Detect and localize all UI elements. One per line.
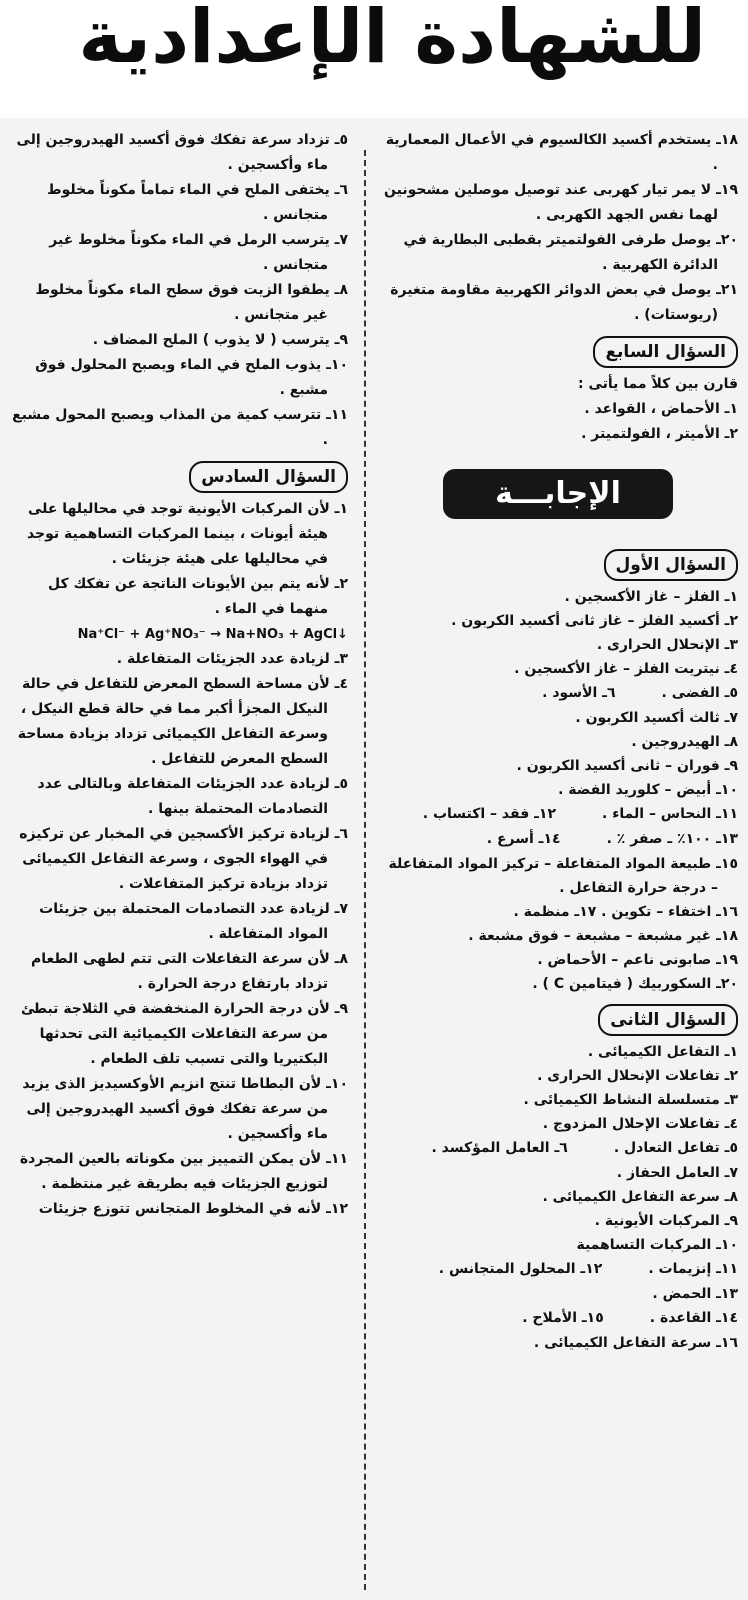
list-item: ٧ـ العامل الحفاز .: [616, 1165, 738, 1181]
list-item: ٢ـ لأنه يتم بين الأيونات الناتجة عن تفكك كل منهما في الماء .: [47, 576, 348, 617]
list-item: ٦ـ الأسود .: [542, 685, 616, 701]
answer-pair: [378, 1257, 738, 1282]
list-item: ١ـ لأن المركبات الأيونية توجد في محاليلها على هيئة أيونات ، بينما المركبات التساهمية توجد في محاليلها على هيئة جزيئات .: [26, 501, 348, 567]
list-item: ٨ـ الهيدروجين .: [631, 734, 738, 750]
answer-pair: [378, 681, 738, 706]
list-item: ٩ـ المركبات الأيونية .: [594, 1213, 738, 1229]
section-heading-q2: السؤال الثانى: [598, 1004, 738, 1036]
answer-title-box: الإجابـــة: [443, 469, 673, 519]
list-item: ٦ـ العامل المؤكسد .: [431, 1140, 568, 1156]
answer-pair: [378, 802, 738, 827]
list-item: ٧ـ لزيادة عدد التصادمات المحتملة بين جزيئات المواد المتفاعلة .: [39, 901, 348, 942]
list-item: ١١ـ تترسب كمية من المذاب ويصبح المحول مشبع .: [12, 407, 348, 448]
list-item: ٥ـ لزيادة عدد الجزيئات المتفاعلة وبالتالى عدد التصادمات المحتملة بينها .: [37, 776, 348, 817]
list-item: ١٤ـ أسرع .: [486, 831, 561, 847]
list-item: ١٢ـ فقد – اكتساب .: [422, 806, 557, 822]
list-item: ٤ـ نيتريت الفلز – غاز الأكسجين .: [514, 661, 738, 677]
list-item: ٦ـ يختفى الملح في الماء تماماً مكوناً مخلوط متجانس .: [47, 182, 348, 223]
q7-prompt: قارن بين كلاً مما يأتى :: [578, 376, 738, 392]
list-item: ١٠ـ المركبات التساهمية: [576, 1237, 738, 1253]
answer-pair: [378, 827, 738, 852]
list-item: ٢ـ أكسيد الفلز – غاز ثانى أكسيد الكربون .: [451, 613, 738, 629]
list-item: ٣ـ الإنحلال الحرارى .: [596, 637, 738, 653]
list-item: ١٦ـ سرعة التفاعل الكيميائى .: [533, 1335, 738, 1351]
list-item: ٢ـ تفاعلات الإنحلال الحرارى .: [537, 1068, 738, 1084]
banner-title: للشهادة الإعدادية: [78, 0, 706, 80]
right-column: [378, 128, 738, 1600]
list-item: ٩ـ لأن درجة الحرارة المنخفضة في الثلاجة تبطئ من سرعة التفاعلات الكيميائية التى تحدثها البكتيريا والتى تسبب تلف الطعام .: [21, 1001, 348, 1067]
list-item: ٢١ـ يوصل في بعض الدوائر الكهربية مقاومة متغيرة (ريوستات) .: [390, 282, 738, 323]
list-item: ٨ـ لأن سرعة التفاعلات التى تتم لطهى الطعام تزداد بارتفاع درجة الحرارة .: [30, 951, 348, 992]
list-item: ٣ـ لزيادة عدد الجزيئات المتفاعلة .: [116, 651, 348, 667]
list-item: ١٢ـ المحلول المتجانس .: [438, 1261, 603, 1277]
list-item: ١٨ـ غير مشبعة – مشبعة – فوق مشبعة .: [468, 928, 738, 944]
list-item: ١٦ـ اختفاء – تكوين . ١٧ـ منظمة .: [513, 904, 738, 920]
list-item: ٥ـ تفاعل التعادل .: [613, 1140, 738, 1156]
list-item: ٤ـ لأن مساحة السطح المعرض للتفاعل في حالة النيكل المجزأ أكبر مما في حالة قطع النيكل ، وسرعة التفاعل الكيميائى تزداد بزيادة مساحة السطح المعرض للتفاعل .: [17, 676, 348, 767]
list-item: ٧ـ ثالث أكسيد الكربون .: [575, 710, 738, 726]
list-item: ١١ـ لأن يمكن التمييز بين مكوناته بالعين المجردة لتوزيع الجزيئات فيه بطريقة غير منتظمة .: [19, 1151, 348, 1192]
list-item: ٨ـ سرعة التفاعل الكيميائى .: [542, 1189, 738, 1205]
list-item: ٢٠ـ يوصل طرفى الفولتميتر بقطبى البطارية في الدائرة الكهربية .: [403, 232, 738, 273]
list-item: ٥ـ تزداد سرعة تفكك فوق أكسيد الهيدروجين إلى ماء وأكسجين .: [16, 132, 348, 173]
list-item: ١٩ـ صابونى ناعم – الأحماض .: [537, 952, 738, 968]
list-item: ١٢ـ لأنه في المخلوط المتجانس تتوزع جزيئات: [38, 1201, 348, 1217]
list-item: ١٠ـ لأن البطاطا تنتج انزيم الأوكسيديز الذى يزيد من سرعة تفكك فوق أكسيد الهيدروجين إلى ماء وأكسجين .: [22, 1076, 348, 1142]
answer-pair: [378, 1306, 738, 1331]
list-item: ١٠ـ أبيض – كلوريد الفضة .: [558, 782, 738, 798]
list-item: ٦ـ لزيادة تركيز الأكسجين في المخبار عن تركيزه في الهواء الجوى ، وسرعة التفاعل الكيميائى تزداد بزيادة تركيز المتفاعلات .: [19, 826, 348, 892]
list-item: ١٩ـ لا يمر تيار كهربى عند توصيل موصلين مشحونين لهما نفس الجهد الكهربى .: [384, 182, 738, 223]
list-item: ٥ـ الفضى .: [661, 685, 738, 701]
list-item: ١ـ الأحماض ، القواعد .: [584, 401, 738, 417]
list-item: ١٤ـ القاعدة .: [649, 1310, 738, 1326]
list-item: ١٨ـ يستخدم أكسيد الكالسيوم في الأعمال المعمارية .: [385, 132, 738, 173]
list-item: ٩ـ يترسب ( لا يذوب ) الملح المضاف .: [92, 332, 348, 348]
section-heading-q7: السؤال السابع: [593, 336, 738, 368]
left-column: [10, 128, 348, 1600]
list-item: ١ـ التفاعل الكيميائى .: [587, 1044, 738, 1060]
list-item: ١٥ـ طبيعة المواد المتفاعلة – تركيز المواد المتفاعلة – درجة حرارة التفاعل .: [388, 856, 738, 896]
list-item: ٧ـ يترسب الرمل في الماء مكوناً مخلوط غير متجانس .: [49, 232, 348, 273]
list-item: ١١ـ إنزيمات .: [648, 1261, 738, 1277]
list-item: ٨ـ يطفوا الزيت فوق سطح الماء مكوناً مخلوط غير متجانس .: [35, 282, 348, 323]
list-item: ٩ـ فوران – ثانى أكسيد الكربون .: [516, 758, 738, 774]
list-item: ١٣ـ ١٠٠٪ ـ صفر ٪ .: [606, 831, 738, 847]
list-item: ٣ـ متسلسلة النشاط الكيميائى .: [523, 1092, 738, 1108]
list-item: ١١ـ النحاس – الماء .: [602, 806, 738, 822]
column-divider: [364, 150, 366, 1590]
list-item: ١ـ الفلز – غاز الأكسجين .: [564, 589, 738, 605]
list-item: ١٠ـ يذوب الملح في الماء ويصبح المحلول فوق مشبع .: [35, 357, 348, 398]
list-item: ٤ـ تفاعلات الإحلال المزدوج .: [542, 1116, 738, 1132]
list-item: ١٥ـ الأملاح .: [522, 1310, 604, 1326]
chemical-equation: Na⁺Cl⁻ + Ag⁺NO₃⁻ → Na+NO₃ + AgCl↓: [77, 627, 348, 642]
section-heading-q6: السؤال السادس: [189, 461, 348, 493]
answer-pair: [378, 1136, 738, 1161]
list-item: ٢٠ـ السكوربيك ( فيتامين C ) .: [532, 976, 738, 992]
list-item: ١٣ـ الحمض .: [652, 1286, 738, 1302]
header-banner: [0, 0, 748, 118]
list-item: ٢ـ الأميتر ، الفولتميتر .: [581, 426, 738, 442]
section-heading-q1: السؤال الأول: [604, 549, 738, 581]
